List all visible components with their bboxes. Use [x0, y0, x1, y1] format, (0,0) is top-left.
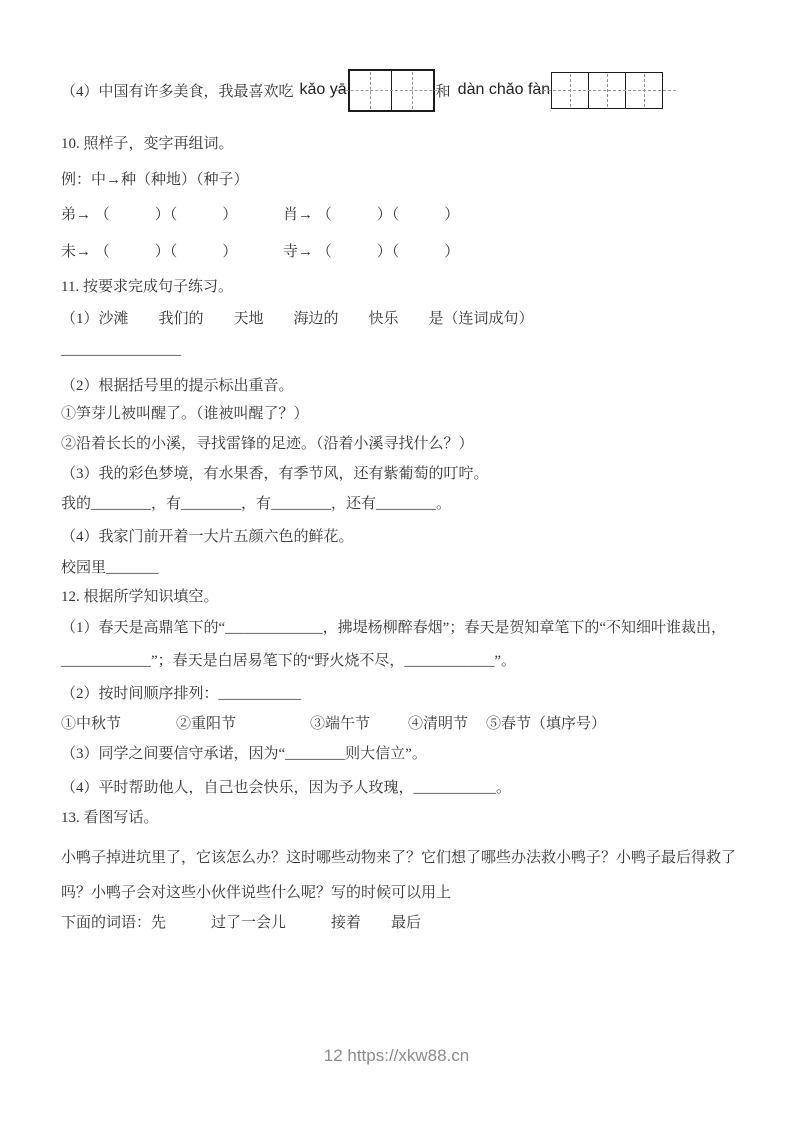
page-footer-url: 12 https://xkw88.cn [323, 1046, 470, 1065]
question-12-title: 12. 根据所学知识填空。 [61, 589, 219, 605]
question-13-words-hint: 下面的词语：先 过了一会儿 接着 最后 [61, 915, 422, 931]
festival-option-2: ②重阳节 [176, 716, 237, 732]
question-10-row-2 [61, 242, 756, 262]
question-11-title: 11. 按要求完成句子练习。 [61, 279, 233, 295]
question-13-title: 13. 看图写话。 [61, 810, 159, 826]
writing-cell [552, 73, 588, 108]
question-12-festival-options [61, 714, 756, 734]
question-11-item-4-answer: 校园里_______ [61, 560, 159, 576]
question-12-item-3: （3）同学之间要信守承诺，因为“________则大信立”。 [61, 746, 427, 762]
writing-cell [391, 71, 433, 110]
question-11-item-2-sub-2: ②沿着长长的小溪，寻找雷锋的足迹。（沿着小溪寻找什么？） [61, 436, 474, 452]
question-11-item-3-answer: 我的________，有________，有________，还有________。 [61, 496, 452, 512]
q9-item4-text: （4）中国有许多美食，我最喜欢吃 [61, 83, 294, 100]
q10-row2-left: 未→ （ ）（ ） [61, 244, 238, 260]
question-11-item-2: （2）根据括号里的提示标出重音。 [61, 378, 294, 394]
question-11-item-3: （3）我的彩色梦境，有水果香，有季节风，还有紫葡萄的叮咛。 [61, 466, 489, 482]
q10-row2-right: 寺→ （ ）（ ） [283, 244, 460, 260]
pinyin-writing-grid-2 [551, 72, 663, 109]
question-9-item-4 [61, 67, 756, 113]
question-12-item-1-line-2: ____________”；春天是白居易笔下的“野火烧不尽，____________”。 [61, 653, 516, 669]
writing-cell [350, 71, 391, 110]
q10-row1-right: 肖→ （ ）（ ） [283, 207, 460, 223]
worksheet-content [61, 0, 756, 933]
q9-item4-connector: 和 [435, 83, 451, 100]
pinyin-writing-grid-1 [348, 69, 435, 112]
festival-option-4: ④清明节 [408, 716, 469, 732]
writing-cell [588, 73, 625, 108]
question-12-item-2: （2）按时间顺序排列：___________ [61, 686, 302, 702]
question-10-example: 例：中→种（种地）（种子） [61, 172, 249, 188]
question-10-row-1 [61, 205, 756, 225]
festival-option-1: ①中秋节 [61, 716, 122, 732]
question-11-item-1-answer-blank: ________________ [61, 342, 181, 358]
q9-item4-pinyin-kaoya: kǎo yā [299, 81, 347, 98]
festival-option-3: ③端午节 [310, 716, 371, 732]
question-13-prompt-line-1: 小鸭子掉进坑里了，它该怎么办？这时哪些动物来了？它们想了哪些办法救小鸭子？小鸭子最后得救了 [61, 850, 737, 866]
festival-option-5: ⑤春节（填序号） [486, 716, 607, 732]
question-11-item-1: （1）沙滩 我们的 天地 海边的 快乐 是（连词成句） [61, 311, 534, 327]
question-11-item-4: （4）我家门前开着一大片五颜六色的鲜花。 [61, 529, 354, 545]
q9-item4-pinyin-danchaofan: dàn chǎo fàn [457, 81, 551, 98]
writing-cell [625, 73, 662, 108]
question-12-item-1-line-1: （1）春天是高鼎笔下的“_____________，拂堤杨柳醉春烟”；春天是贺知章笔下的“不知细叶谁裁出， [61, 620, 726, 636]
q10-row1-left: 弟→ （ ）（ ） [61, 207, 238, 223]
question-11-item-2-sub-1: ①笋芽儿被叫醒了。（谁被叫醒了？） [61, 406, 309, 422]
question-10-title: 10. 照样子，变字再组词。 [61, 136, 234, 152]
question-13-prompt-line-2: 吗？小鸭子会对这些小伙伴说些什么呢？写的时候可以用上 [61, 885, 452, 901]
question-12-item-4: （4）平时帮助他人，自己也会快乐，因为予人玫瑰，___________。 [61, 780, 512, 796]
